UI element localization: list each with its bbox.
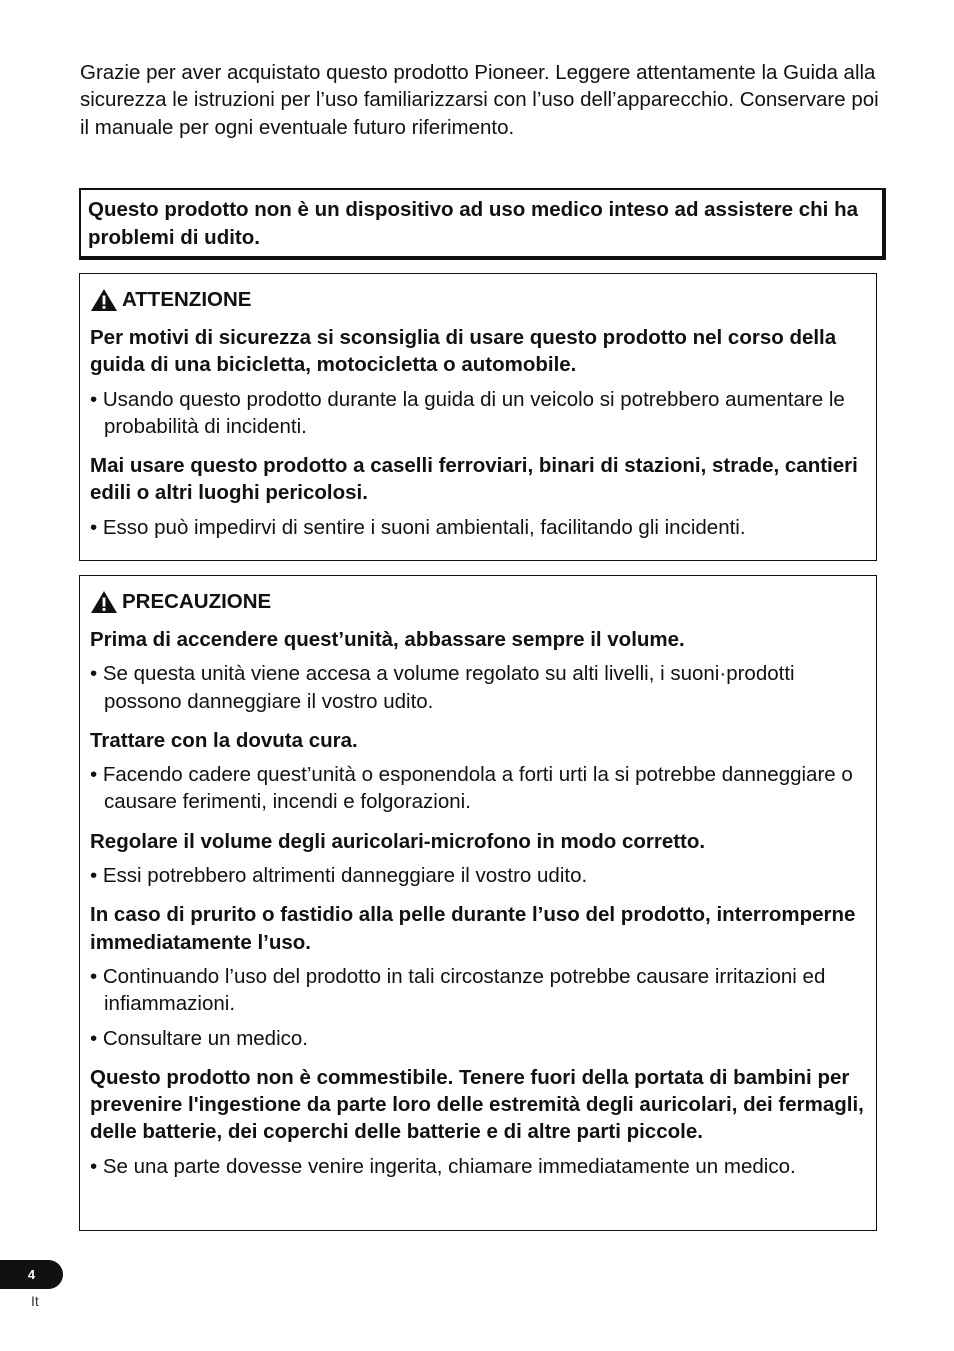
precauzione-lead-2: Trattare con la dovuta cura. xyxy=(90,728,358,752)
warning-triangle-icon xyxy=(90,590,118,614)
precauzione-lead-1: Prima di accendere quest’unità, abbassare sempre il volume. xyxy=(90,628,685,651)
precauzione-bullet-3: • Essi potrebbero altrimenti danneggiare il vostro udito. xyxy=(90,864,588,888)
precauzione-lead-4: In caso di prurito o fastidio alla pelle durante l’uso del prodotto, interromperne immediatamente l’uso. xyxy=(90,903,856,954)
precauzione-lead-5: Questo prodotto non è commestibile. Tenere fuori della portata di bambini per prevenire l'ingestione da parte loro delle estremità degli auricolari, dei fermagli, delle batterie, dei coperchi delle batterie e di altre parti piccole. xyxy=(90,1065,864,1144)
precauzione-header xyxy=(90,586,866,618)
attenzione-title: ATTENZIONE xyxy=(122,288,252,311)
intro-paragraph: Grazie per aver acquistato questo prodotto Pioneer. Leggere attentamente la Guida alla sicurezza le istruzioni per l’uso familiarizzarsi con l’uso dell’apparecchio. Conservare poi il manuale per ogni eventuale futuro riferimento. xyxy=(80,61,879,139)
precauzione-bullet-1: • Se questa unità viene accesa a volume regolato su alti livelli, i suoni·prodotti possono danneggiare il vostro udito. xyxy=(90,662,795,713)
language-code: It xyxy=(31,1293,39,1309)
page-number: 4 xyxy=(27,1267,36,1282)
attenzione-box xyxy=(79,273,877,561)
attenzione-lead-1: Per motivi di sicurezza si sconsiglia di usare questo prodotto nel corso della guida di una bicicletta, motocicletta o automobile. xyxy=(90,326,837,377)
precauzione-title: PRECAUZIONE xyxy=(122,590,272,613)
medical-notice: Questo prodotto non è un dispositivo ad uso medico inteso ad assistere chi ha problemi di udito. xyxy=(79,188,886,260)
attenzione-bullet-2: • Esso può impedirvi di sentire i suoni ambientali, facilitando gli incidenti. xyxy=(90,515,746,539)
precauzione-bullet-2: • Facendo cadere quest’unità o esponendola a forti urti la si potrebbe danneggiare o causare ferimenti, incendi e folgorazioni. xyxy=(90,763,853,814)
precauzione-box xyxy=(79,575,877,1231)
attenzione-bullet-1: • Usando questo prodotto durante la guida di un veicolo si potrebbero aumentare le probabilità di incidenti. xyxy=(90,387,845,438)
precauzione-lead-3: Regolare il volume degli auricolari-microfono in modo corretto. xyxy=(90,829,706,853)
warning-triangle-icon xyxy=(90,288,118,312)
precauzione-bullet-5: • Se una parte dovesse venire ingerita, chiamare immediatamente un medico. xyxy=(90,1154,796,1178)
precauzione-bullet-4b: • Consultare un medico. xyxy=(90,1026,308,1050)
attenzione-lead-2: Mai usare questo prodotto a caselli ferroviari, binari di stazioni, strade, cantieri edili o altri luoghi pericolosi. xyxy=(90,454,858,505)
page-number-tab xyxy=(0,1260,63,1289)
precauzione-bullet-4a: • Continuando l’uso del prodotto in tali circostanze potrebbe causare irritazioni ed infiammazioni. xyxy=(90,964,826,1016)
attenzione-header xyxy=(90,284,866,316)
